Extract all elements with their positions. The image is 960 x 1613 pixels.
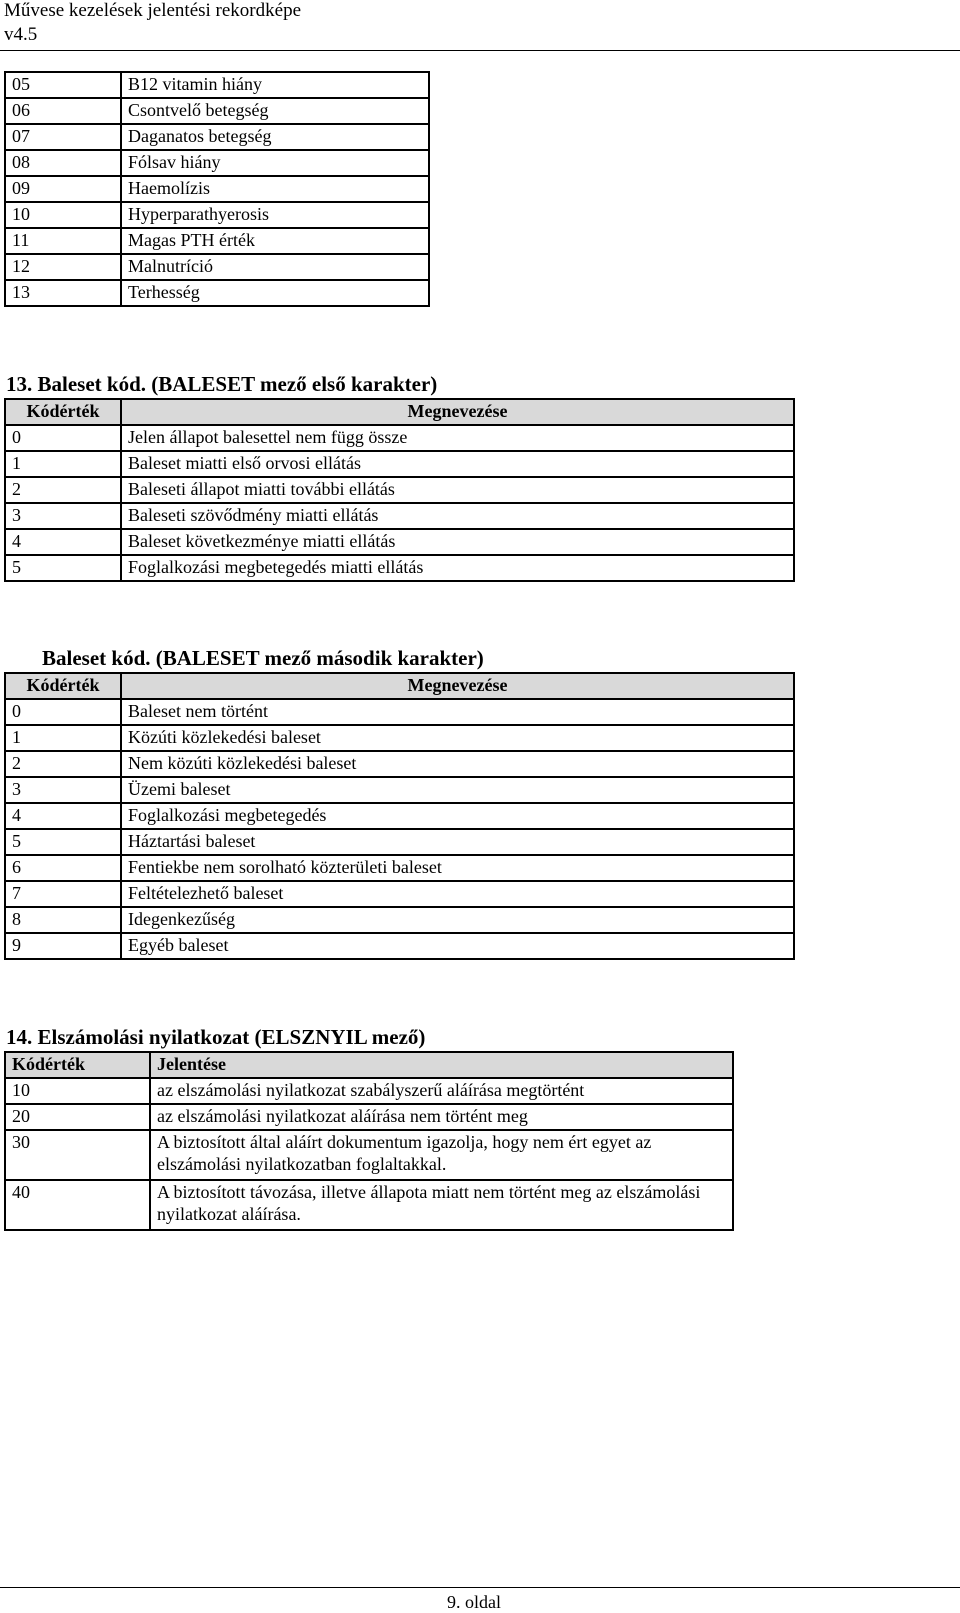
column-header-meaning: Jelentése <box>150 1052 733 1078</box>
description-cell: Foglalkozási megbetegedés miatti ellátás <box>121 555 794 581</box>
table-row <box>5 699 794 725</box>
table-row <box>5 451 794 477</box>
table-row <box>5 202 429 228</box>
table-row <box>5 228 429 254</box>
table-row <box>5 98 429 124</box>
table-row <box>5 933 794 959</box>
description-cell: Magas PTH érték <box>121 228 429 254</box>
code-cell: 0 <box>5 425 121 451</box>
description-cell: az elszámolási nyilatkozat aláírása nem történt meg <box>150 1104 733 1130</box>
table-row <box>5 176 429 202</box>
description-cell: Háztartási baleset <box>121 829 794 855</box>
code-cell: 8 <box>5 907 121 933</box>
code-cell: 0 <box>5 699 121 725</box>
code-cell: 06 <box>5 98 121 124</box>
code-cell: 2 <box>5 751 121 777</box>
description-cell: Idegenkezűség <box>121 907 794 933</box>
table-row <box>5 72 429 98</box>
code-cell: 40 <box>5 1180 150 1230</box>
accident-first-char-table <box>4 398 795 582</box>
section-14-title: 14. Elszámolási nyilatkozat (ELSZNYIL mező) <box>6 1025 426 1049</box>
code-cell: 4 <box>5 529 121 555</box>
table-row <box>5 751 794 777</box>
column-header-name: Megnevezése <box>121 399 794 425</box>
description-cell: Jelen állapot balesettel nem függ össze <box>121 425 794 451</box>
table-row <box>5 1180 733 1230</box>
footer-rule <box>0 1587 960 1588</box>
table-row <box>5 1104 733 1130</box>
code-cell: 4 <box>5 803 121 829</box>
description-cell: Csontvelő betegség <box>121 98 429 124</box>
code-cell: 9 <box>5 933 121 959</box>
table-row <box>5 477 794 503</box>
code-cell: 3 <box>5 777 121 803</box>
code-cell: 7 <box>5 881 121 907</box>
page-number: 9. oldal <box>447 1592 501 1612</box>
description-cell: az elszámolási nyilatkozat szabályszerű aláírása megtörtént <box>150 1078 733 1104</box>
description-cell: Baleseti szövődmény miatti ellátás <box>121 503 794 529</box>
description-cell: A biztosított által aláírt dokumentum igazolja, hogy nem ért egyet az elszámolási nyilatkozatban foglaltakkal. <box>150 1130 733 1180</box>
table-row <box>5 529 794 555</box>
code-cell: 5 <box>5 829 121 855</box>
description-cell: Nem közúti közlekedési baleset <box>121 751 794 777</box>
description-cell: Baleseti állapot miatti további ellátás <box>121 477 794 503</box>
table-row <box>5 881 794 907</box>
code-cell: 1 <box>5 725 121 751</box>
code-cell: 10 <box>5 1078 150 1104</box>
table-row <box>5 1130 733 1180</box>
table-row <box>5 254 429 280</box>
code-cell: 10 <box>5 202 121 228</box>
table-row <box>5 829 794 855</box>
code-cell: 3 <box>5 503 121 529</box>
section-13b-title: Baleset kód. (BALESET mező második karakter) <box>42 646 484 670</box>
header-rule <box>0 50 960 51</box>
document-version: v4.5 <box>4 24 38 45</box>
column-header-name: Megnevezése <box>121 673 794 699</box>
table-row <box>5 425 794 451</box>
description-cell: Terhesség <box>121 280 429 306</box>
table-row <box>5 907 794 933</box>
description-cell: Baleset miatti első orvosi ellátás <box>121 451 794 477</box>
code-cell: 09 <box>5 176 121 202</box>
code-cell: 5 <box>5 555 121 581</box>
settlement-declaration-table <box>4 1051 734 1231</box>
code-cell: 07 <box>5 124 121 150</box>
code-cell: 20 <box>5 1104 150 1130</box>
description-cell: B12 vitamin hiány <box>121 72 429 98</box>
table-row <box>5 725 794 751</box>
description-cell: Baleset következménye miatti ellátás <box>121 529 794 555</box>
table-row <box>5 555 794 581</box>
description-cell: Egyéb baleset <box>121 933 794 959</box>
code-cell: 6 <box>5 855 121 881</box>
column-header-code: Kódérték <box>5 399 121 425</box>
section-13-title: 13. Baleset kód. (BALESET mező első karakter) <box>6 372 438 396</box>
code-cell: 1 <box>5 451 121 477</box>
table-row <box>5 1078 733 1104</box>
accident-second-char-table <box>4 672 795 960</box>
column-header-code: Kódérték <box>5 673 121 699</box>
code-cell: 08 <box>5 150 121 176</box>
code-cell: 13 <box>5 280 121 306</box>
code-cell: 30 <box>5 1130 150 1180</box>
table-row <box>5 803 794 829</box>
description-cell: Baleset nem történt <box>121 699 794 725</box>
description-cell: Közúti közlekedési baleset <box>121 725 794 751</box>
description-cell: Foglalkozási megbetegedés <box>121 803 794 829</box>
description-cell: Hyperparathyerosis <box>121 202 429 228</box>
description-cell: Fentiekbe nem sorolható közterületi baleset <box>121 855 794 881</box>
table-row <box>5 503 794 529</box>
table-row <box>5 124 429 150</box>
column-header-code: Kódérték <box>5 1052 150 1078</box>
table-row <box>5 777 794 803</box>
table-row <box>5 280 429 306</box>
cause-code-table <box>4 71 430 307</box>
description-cell: Daganatos betegség <box>121 124 429 150</box>
description-cell: Haemolízis <box>121 176 429 202</box>
description-cell: Üzemi baleset <box>121 777 794 803</box>
description-cell: Malnutríció <box>121 254 429 280</box>
description-cell: A biztosított távozása, illetve állapota miatt nem történt meg az elszámolási nyilatkozat aláírása. <box>150 1180 733 1230</box>
description-cell: Fólsav hiány <box>121 150 429 176</box>
table-row <box>5 855 794 881</box>
code-cell: 2 <box>5 477 121 503</box>
code-cell: 11 <box>5 228 121 254</box>
code-cell: 12 <box>5 254 121 280</box>
table-row <box>5 150 429 176</box>
document-title: Művese kezelések jelentési rekordképe <box>4 0 302 21</box>
code-cell: 05 <box>5 72 121 98</box>
description-cell: Feltételezhető baleset <box>121 881 794 907</box>
